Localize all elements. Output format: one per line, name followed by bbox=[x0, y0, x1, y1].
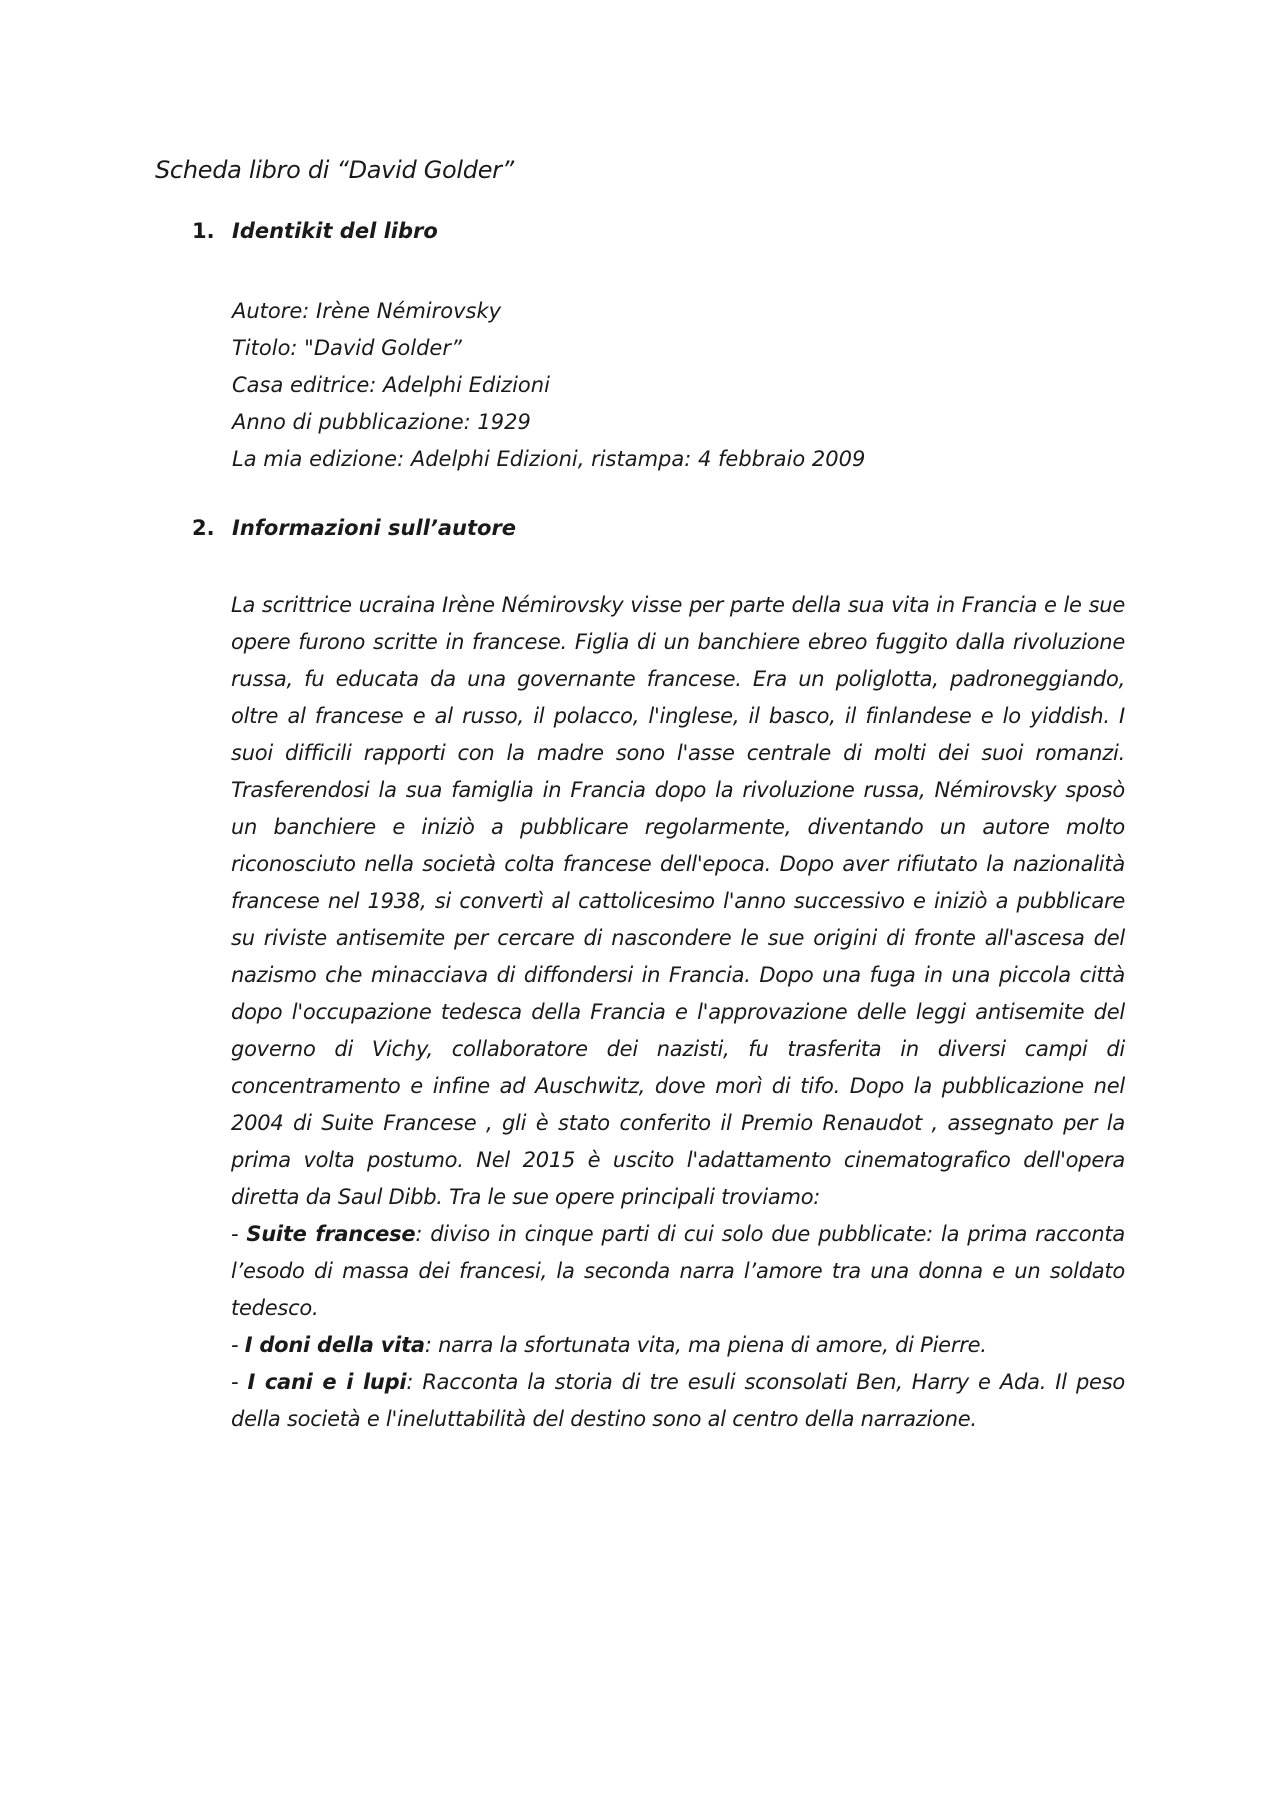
work-description: : narra la sfortunata vita, ma piena di amore, di Pierre. bbox=[424, 1333, 987, 1357]
document-title: Scheda libro di “David Golder” bbox=[155, 156, 514, 184]
section-number: 1. bbox=[192, 219, 215, 243]
author-biography bbox=[231, 587, 1125, 1438]
section-number: 2. bbox=[192, 516, 215, 540]
work-bullet: - bbox=[231, 1333, 245, 1357]
section-heading-author-info bbox=[192, 516, 516, 540]
section-title: Identikit del libro bbox=[232, 219, 438, 243]
work-item-suite-francese bbox=[231, 1216, 1125, 1327]
section-title: Informazioni sull’autore bbox=[232, 516, 517, 540]
book-author-field: Autore: Irène Némirovsky bbox=[232, 299, 502, 323]
section-heading-identikit bbox=[192, 219, 438, 243]
work-title: Suite francese bbox=[246, 1222, 416, 1246]
work-title: I cani e i lupi bbox=[247, 1370, 407, 1394]
work-item-i-doni-della-vita bbox=[231, 1327, 1125, 1364]
book-publisher-field: Casa editrice: Adelphi Edizioni bbox=[232, 373, 550, 397]
work-title: I doni della vita bbox=[244, 1333, 425, 1357]
book-year-field: Anno di pubblicazione: 1929 bbox=[232, 410, 531, 434]
work-bullet: - bbox=[231, 1222, 247, 1246]
work-bullet: - bbox=[231, 1370, 248, 1394]
book-details-list bbox=[232, 293, 865, 478]
biography-paragraph: La scrittrice ucraina Irène Némirovsky visse per parte della sua vita in Francia e le sue opere furono scritte in francese. Figlia di un banchiere ebreo fuggito dalla rivoluzione russa, fu educata da una governante francese. Era un poliglotta, padroneggiando, oltre al francese e al russo, il polacco, l'inglese, il basco, il finlandese e lo yiddish. I suoi difficili rapporti con la madre sono l'asse centrale di molti dei suoi romanzi. Trasferendosi la sua famiglia in Francia dopo la rivoluzione russa, Némirovsky sposò un banchiere e iniziò a pubblicare regolarmente, diventando un autore molto riconosciuto nella società colta francese dell'epoca. Dopo aver rifiutato la nazionalità francese nel 1938, si convertì al cattolicesimo l'anno successivo e iniziò a pubblicare su riviste antisemite per cercare di nascondere le sue origini di fronte all'ascesa del nazismo che minacciava di diffondersi in Francia. Dopo una fuga in una piccola città dopo l'occupazione tedesca della Francia e l'approvazione delle leggi antisemite del governo di Vichy, collaboratore dei nazisti, fu trasferita in diversi campi di concentramento e infine ad Auschwitz, dove morì di tifo. Dopo la pubblicazione nel 2004 di Suite Francese , gli è stato conferito il Premio Renaudot , assegnato per la prima volta postumo. Nel 2015 è uscito l'adattamento cinematografico dell'opera diretta da Saul Dibb. Tra le sue opere principali troviamo: bbox=[231, 593, 1125, 1209]
work-description: : diviso in cinque parti di cui solo due pubblicate: la prima racconta l’esodo di massa dei francesi, la seconda narra l’amore tra una donna e un soldato tedesco. bbox=[231, 1222, 1125, 1320]
work-description: : Racconta la storia di tre esuli sconsolati Ben, Harry e Ada. Il peso della società e l'ineluttabilità del destino sono al centro della narrazione. bbox=[231, 1370, 1125, 1431]
book-title-field: Titolo: "David Golder” bbox=[232, 336, 462, 360]
work-item-i-cani-e-i-lupi bbox=[231, 1364, 1125, 1438]
book-edition-field: La mia edizione: Adelphi Edizioni, ristampa: 4 febbraio 2009 bbox=[232, 447, 866, 471]
